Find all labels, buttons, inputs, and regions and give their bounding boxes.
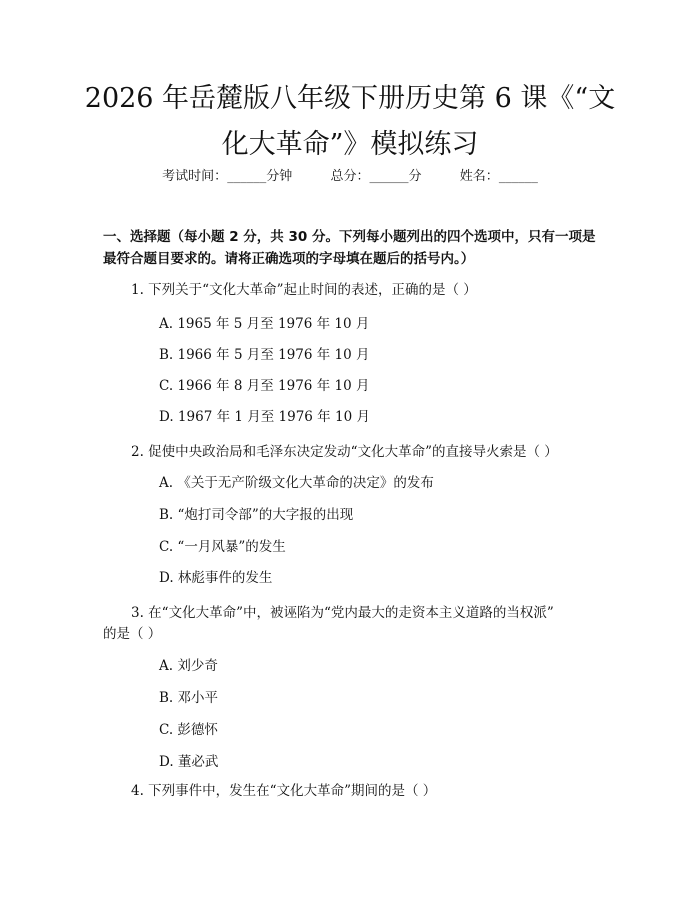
question-2: 2. 促使中央政治局和毛泽东决定发动“文化大革命”的直接导火索是（ ） (131, 444, 558, 460)
name-blank: ______ (498, 169, 538, 184)
section-heading: 一、选择题（每小题 2 分，共 30 分。下列每小题列出的四个选项中，只有一项是最符合题目要求的。请将正确选项的字母填在题后的括号内。） (103, 229, 596, 267)
score-label: 总分： (330, 169, 370, 184)
time-label: 考试时间： (162, 169, 228, 184)
time-blank: ______ (227, 169, 267, 184)
question-1: 1. 下列关于“文化大革命”起止时间的表述，正确的是（ ） (131, 282, 477, 298)
score-unit: 分 (408, 169, 422, 184)
time-unit: 分钟 (266, 169, 293, 184)
question-3-option-a: A. 刘少奇 (159, 658, 218, 674)
question-3-option-c: C. 彭德怀 (159, 722, 218, 738)
question-2-option-a: A. 《关于无产阶级文化大革命的决定》的发布 (159, 475, 434, 491)
question-3-option-d: D. 董必武 (159, 754, 219, 770)
question-1-option-b: B. 1966 年 5 月至 1976 年 10 月 (159, 347, 370, 363)
question-2-option-d: D. 林彪事件的发生 (159, 570, 273, 586)
name-label: 姓名： (459, 169, 499, 184)
question-3-line-2: 的是（ ） (103, 626, 162, 642)
question-4: 4. 下列事件中，发生在“文化大革命”期间的是（ ） (131, 783, 437, 799)
question-2-option-b: B. “炮打司令部”的大字报的出现 (159, 507, 354, 523)
exam-meta (0, 167, 700, 187)
question-3-line-1: 3. 在“文化大革命”中，被诬陷为“党内最大的走资本主义道路的当权派” (131, 605, 554, 621)
question-3-option-b: B. 邓小平 (159, 690, 219, 706)
document-title: 2026 年岳麓版八年级下册历史第 6 课《“文化大革命”》模拟练习 (84, 83, 616, 160)
question-1-option-c: C. 1966 年 8 月至 1976 年 10 月 (159, 378, 370, 394)
question-1-option-a: A. 1965 年 5 月至 1976 年 10 月 (159, 316, 370, 332)
question-2-option-c: C. “一月风暴”的发生 (159, 539, 286, 555)
question-1-option-d: D. 1967 年 1 月至 1976 年 10 月 (159, 409, 370, 425)
score-blank: ______ (369, 169, 409, 184)
